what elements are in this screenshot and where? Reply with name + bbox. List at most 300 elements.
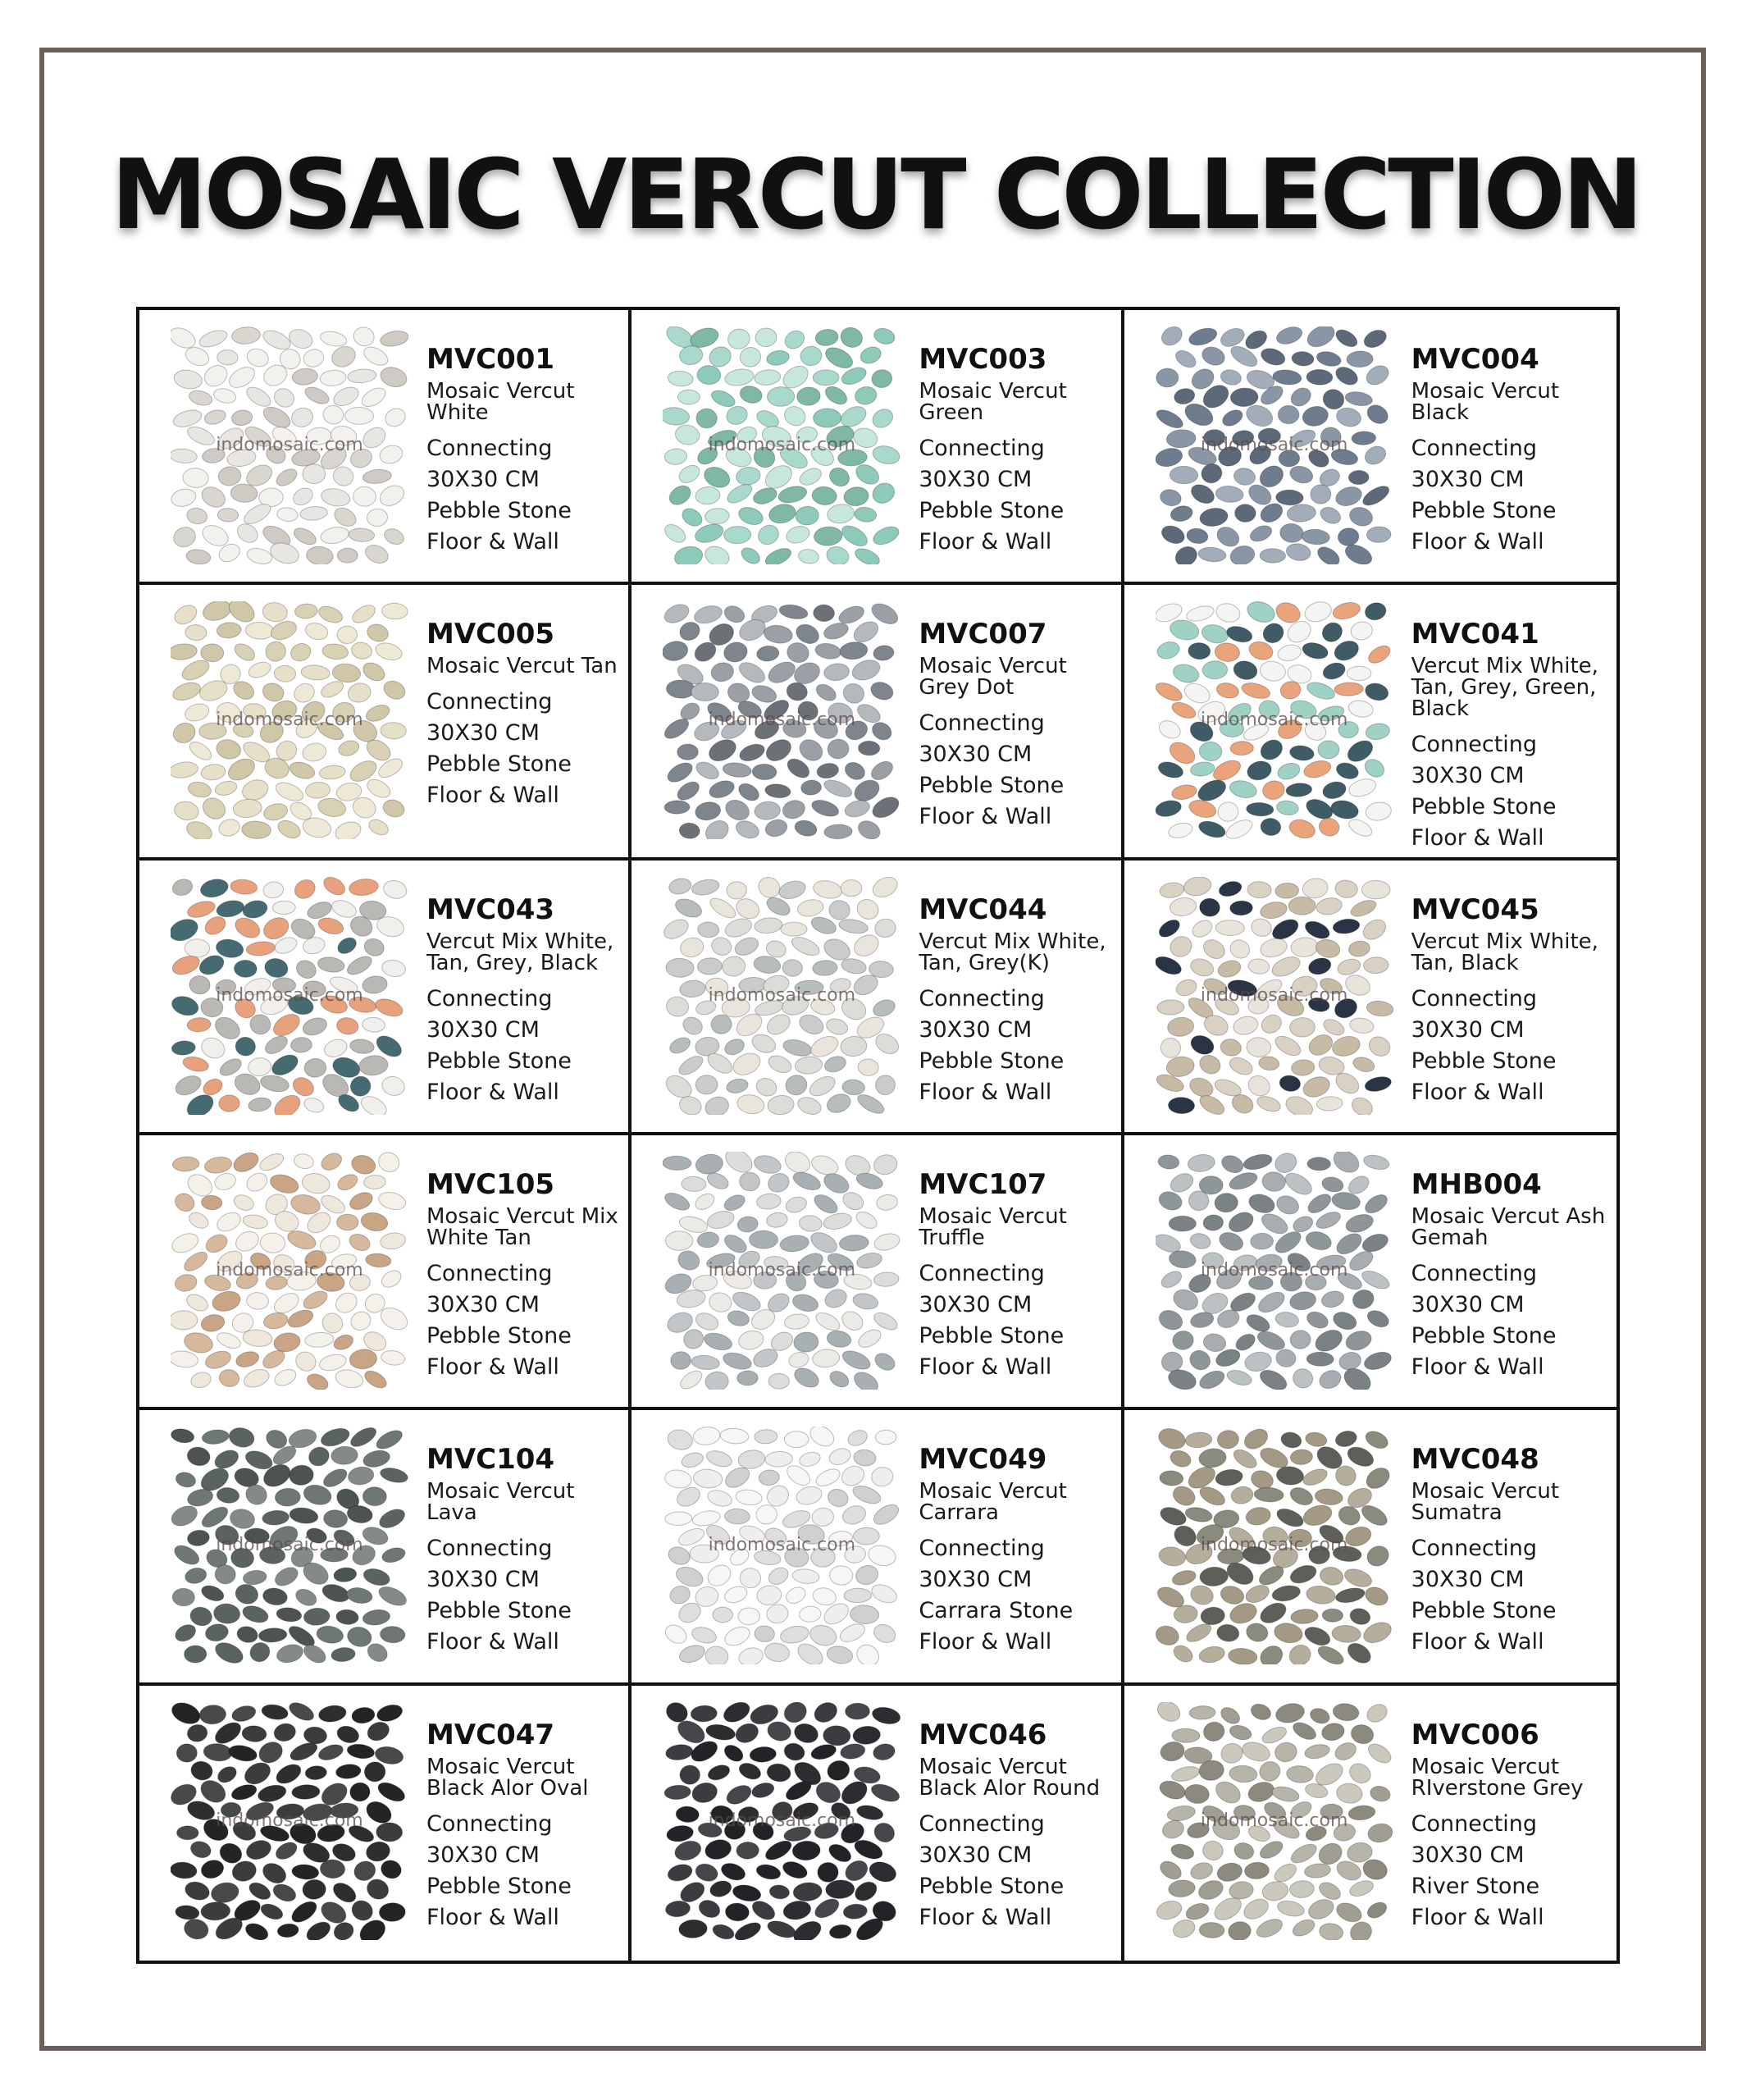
pebble-stone: [231, 1192, 256, 1213]
pebble-stone: [1170, 783, 1197, 802]
pebble-stone: [693, 1468, 723, 1489]
pebble-stone: [212, 1639, 246, 1664]
pebble-stone: [1159, 523, 1187, 546]
product-card[interactable]: [139, 1135, 632, 1410]
pebble-stone: [1316, 1367, 1343, 1390]
pebble-stone: [781, 1858, 809, 1881]
pebble-stone: [726, 1077, 750, 1095]
pebble-stone: [1169, 896, 1197, 917]
pebble-stone: [1366, 1033, 1393, 1060]
pebble-stone: [722, 1350, 754, 1372]
watermark: indomosaic.com: [1200, 1810, 1348, 1831]
product-card[interactable]: [1124, 1410, 1616, 1685]
pebble-stone: [872, 1153, 899, 1177]
pebble-stone: [1286, 504, 1316, 523]
pebble-stone: [248, 1096, 272, 1112]
product-card[interactable]: [139, 1410, 632, 1685]
pebble-stone: [827, 738, 850, 760]
pebble-stone: [705, 1561, 735, 1591]
pebble-stone: [1219, 1741, 1244, 1765]
product-usage: Floor & Wall: [919, 1904, 1052, 1930]
pebble-stone: [791, 1169, 823, 1194]
pebble-stone: [257, 1783, 288, 1805]
pebble-stone: [214, 1209, 244, 1235]
pebble-stone: [814, 641, 842, 660]
pebble-stone: [1301, 1502, 1334, 1529]
pebble-stone: [666, 1231, 693, 1251]
pebble-stone: [346, 681, 373, 705]
pebble-stone: [321, 1036, 349, 1060]
pebble-stone: [1346, 1760, 1374, 1787]
pebble-stone: [1227, 936, 1253, 961]
pebble-stone: [1330, 1309, 1358, 1333]
pebble-stone: [1315, 896, 1343, 916]
pebble-stone: [348, 1427, 379, 1450]
pebble-stone: [318, 1152, 344, 1173]
pebble-stone: [1350, 1287, 1376, 1312]
pebble-stone: [1318, 741, 1339, 759]
pebble-stone: [240, 1603, 270, 1625]
pebble-stone: [796, 897, 825, 918]
pebble-stone: [663, 1622, 690, 1647]
pebble-stone: [781, 798, 808, 822]
pebble-stone: [798, 1450, 822, 1468]
product-name: Mosaic Vercut Mix White Tan: [426, 1204, 618, 1250]
pebble-stone: [303, 384, 331, 407]
pebble-stone: [798, 548, 820, 564]
pebble-stone: [738, 1567, 762, 1590]
product-card[interactable]: [1124, 585, 1616, 860]
pebble-stone: [1197, 1367, 1227, 1390]
pebble-stone: [823, 663, 850, 682]
product-material: Pebble Stone: [1411, 498, 1557, 523]
product-material: Pebble Stone: [426, 1873, 572, 1899]
pebble-stone: [367, 508, 389, 527]
pebble-stone: [723, 797, 753, 824]
pebble-stone: [1316, 1095, 1343, 1111]
pebble-stone: [668, 877, 692, 896]
pebble-stone: [1334, 405, 1363, 429]
product-info: [426, 618, 623, 811]
product-usage: Floor & Wall: [1411, 529, 1544, 555]
pebble-stone: [814, 526, 843, 546]
pebble-stone: [291, 877, 318, 902]
pebble-stone: [721, 1702, 753, 1726]
pebble-stone: [1314, 1488, 1343, 1507]
pebble-stone: [230, 1703, 258, 1723]
pebble-stone: [784, 1073, 809, 1098]
pebble-stone: [303, 1095, 326, 1114]
pebble-stone: [738, 1171, 761, 1192]
pebble-stone: [842, 1079, 866, 1095]
pebble-stone: [1228, 778, 1258, 801]
pebble-stone: [258, 1901, 285, 1922]
pebble-stone: [1225, 1208, 1256, 1235]
product-card[interactable]: [1124, 1135, 1616, 1410]
product-name: Mosaic Vercut Tan: [426, 654, 618, 679]
pebble-stone: [695, 1153, 724, 1176]
pebble-stone: [1258, 1011, 1284, 1037]
pebble-stone: [1258, 660, 1287, 683]
product-code: MVC005: [426, 618, 555, 651]
pebble-stone: [828, 1446, 853, 1468]
pebble-stone: [725, 1509, 750, 1524]
pebble-stone: [215, 898, 245, 920]
product-connecting: Connecting: [919, 710, 1045, 737]
pebble-stone: [739, 545, 763, 564]
pebble-stone: [799, 1605, 822, 1623]
pebble-stone: [706, 1762, 732, 1783]
pebble-stone: [1365, 1899, 1389, 1920]
pebble-stone: [1216, 1229, 1245, 1253]
pebble-stone: [1215, 920, 1245, 935]
pebble-stone: [232, 798, 262, 819]
pebble-stone: [363, 541, 391, 564]
pebble-stone: [362, 1448, 392, 1469]
pebble-stone: [244, 1170, 271, 1195]
pebble-stone: [1334, 1899, 1364, 1925]
pebble-stone: [1320, 1176, 1344, 1194]
product-code: MVC003: [919, 343, 1047, 376]
product-material: Pebble Stone: [919, 1873, 1065, 1899]
pebble-stone: [855, 818, 883, 840]
product-size: 30X30 CM: [426, 1016, 540, 1043]
watermark: indomosaic.com: [1200, 1535, 1348, 1556]
pebble-stone: [872, 1071, 899, 1098]
pebble-stone: [1347, 504, 1375, 529]
pebble-stone: [723, 1192, 748, 1213]
pebble-stone: [378, 364, 408, 390]
pebble-stone: [290, 485, 316, 509]
pebble-stone: [755, 1504, 778, 1526]
pebble-stone: [859, 344, 884, 366]
pebble-stone: [784, 1584, 809, 1606]
pebble-stone: [1362, 1153, 1390, 1171]
pebble-stone: [1227, 1170, 1259, 1193]
pebble-stone: [694, 1861, 720, 1884]
pebble-stone: [171, 1310, 198, 1330]
pebble-stone: [186, 1209, 211, 1231]
pebble-stone: [841, 879, 863, 896]
pebble-stone: [1364, 801, 1392, 822]
pebble-stone: [376, 482, 408, 509]
pebble-stone: [243, 1920, 270, 1940]
pebble-stone: [707, 778, 736, 801]
pebble-stone: [335, 1763, 362, 1779]
pebble-stone: [275, 817, 303, 839]
pebble-stone: [349, 527, 375, 542]
pebble-stone: [703, 1093, 732, 1115]
pebble-stone: [785, 523, 812, 546]
pebble-stone: [663, 1189, 692, 1213]
pebble-stone: [201, 1195, 222, 1211]
pebble-stone: [677, 1367, 705, 1390]
watermark: indomosaic.com: [708, 435, 856, 455]
pebble-stone: [364, 776, 393, 801]
pebble-stone: [677, 1642, 708, 1664]
pebble-stone: [171, 760, 199, 780]
pebble-stone: [755, 1862, 782, 1881]
pebble-stone: [735, 465, 762, 486]
pebble-stone: [1170, 466, 1198, 484]
pebble-stone: [1215, 1860, 1244, 1883]
pebble-stone: [876, 1193, 900, 1212]
pebble-stone: [234, 1582, 261, 1607]
pebble-stone: [814, 1309, 843, 1334]
pebble-stone: [1258, 1056, 1279, 1071]
pebble-stone: [1229, 742, 1253, 756]
pebble-stone: [824, 1016, 850, 1037]
pebble-stone: [1303, 1742, 1330, 1760]
product-name: Mosaic Vercut Truffle: [919, 1204, 1067, 1250]
product-connecting: Connecting: [919, 436, 1045, 461]
product-material: Pebble Stone: [919, 1048, 1065, 1074]
pebble-stone: [1301, 1466, 1329, 1488]
pebble-stone: [299, 505, 328, 521]
pebble-stone: [814, 1466, 842, 1490]
pebble-stone: [1218, 1704, 1243, 1727]
pebble-stone: [830, 1566, 854, 1586]
pebble-stone: [691, 1780, 720, 1806]
pebble-stone: [736, 504, 765, 528]
pebble-stone: [1332, 1702, 1360, 1722]
watermark: indomosaic.com: [1200, 710, 1348, 731]
pebble-stone: [1329, 1033, 1361, 1058]
pebble-stone: [382, 526, 407, 547]
pebble-stone: [1363, 681, 1390, 703]
pebble-stone: [664, 801, 690, 815]
pebble-stone: [376, 1506, 408, 1532]
pebble-stone: [703, 1331, 735, 1353]
pebble-stone: [1183, 1783, 1210, 1804]
pebble-stone: [362, 1566, 391, 1588]
pebble-stone: [1329, 1152, 1362, 1177]
pebble-stone: [258, 1152, 286, 1174]
pebble-stone: [1202, 1719, 1226, 1742]
pebble-stone: [1171, 662, 1201, 686]
pebble-stone: [1258, 935, 1288, 959]
pebble-stone: [232, 914, 263, 942]
pebble-stone: [1363, 956, 1388, 974]
pebble-stone: [262, 801, 289, 823]
product-card[interactable]: [632, 1135, 1124, 1410]
product-card[interactable]: [632, 310, 1124, 585]
pebble-stone: [695, 408, 718, 429]
product-info: [1411, 1443, 1608, 1658]
pebble-stone: [841, 680, 868, 706]
product-material: Pebble Stone: [426, 1323, 572, 1349]
pebble-stone: [791, 1364, 822, 1390]
pebble-stone: [1290, 1719, 1318, 1742]
product-size: 30X30 CM: [426, 1567, 540, 1593]
pebble-stone: [189, 1370, 213, 1390]
pebble-stone: [811, 1507, 835, 1527]
product-card[interactable]: [1124, 861, 1616, 1135]
pebble-stone: [246, 660, 272, 681]
product-card[interactable]: [139, 861, 632, 1135]
pebble-stone: [363, 468, 393, 485]
pebble-stone: [268, 1171, 301, 1196]
pebble-stone: [732, 1919, 764, 1939]
pebble-stone: [319, 765, 346, 781]
pebble-stone: [216, 1487, 239, 1504]
pebble-stone: [317, 956, 345, 974]
pebble-stone: [271, 385, 297, 410]
pebble-stone: [792, 1721, 820, 1746]
pebble-stone: [706, 1488, 734, 1509]
pebble-stone: [841, 1503, 869, 1527]
pebble-stone: [1274, 1348, 1297, 1368]
pebble-stone: [1200, 1838, 1224, 1862]
pebble-stone: [272, 900, 296, 914]
pebble-stone: [842, 760, 868, 783]
pebble-stone: [737, 1449, 766, 1471]
watermark: indomosaic.com: [216, 1810, 363, 1831]
pebble-stone: [852, 1878, 881, 1904]
pebble-stone: [1255, 1093, 1282, 1114]
pebble-stone: [812, 1895, 842, 1921]
pebble-stone: [1261, 1171, 1286, 1193]
product-name: Mosaic Vercut Black Alor Round: [919, 1754, 1101, 1801]
pebble-stone: [1342, 1566, 1374, 1591]
pebble-stone: [679, 935, 706, 959]
pebble-stone: [1275, 490, 1303, 506]
pebble-stone: [1219, 368, 1242, 387]
pebble-stone: [1197, 1447, 1227, 1468]
pebble-stone: [1173, 347, 1199, 371]
pebble-stone: [680, 1765, 700, 1784]
product-card[interactable]: [139, 1686, 632, 1961]
product-card[interactable]: [632, 1410, 1124, 1685]
pebble-stone: [1188, 642, 1211, 660]
pebble-stone: [301, 1288, 331, 1312]
pebble-stone: [212, 1171, 238, 1193]
pebble-stone: [1233, 467, 1256, 486]
pebble-stone: [1362, 1584, 1390, 1609]
pebble-stone: [790, 934, 823, 959]
pebble-stone: [1273, 1740, 1298, 1763]
pebble-stone: [828, 899, 850, 920]
pebble-stone: [768, 1373, 790, 1389]
pebble-stone: [1337, 527, 1360, 546]
pebble-stone: [724, 1782, 755, 1808]
product-usage: Floor & Wall: [919, 1079, 1052, 1105]
pebble-stone: [1349, 620, 1374, 642]
pebble-stone: [765, 1171, 792, 1195]
pebble-stone: [305, 1371, 331, 1390]
pebble-stone: [362, 936, 386, 959]
pebble-stone: [273, 466, 299, 490]
pebble-stone: [724, 367, 755, 387]
pebble-stone: [1305, 679, 1337, 702]
pebble-stone: [677, 1052, 706, 1078]
product-card[interactable]: [632, 861, 1124, 1135]
pebble-stone: [230, 409, 253, 427]
pebble-stone: [1346, 816, 1374, 839]
pebble-stone: [1187, 326, 1219, 349]
watermark: indomosaic.com: [1200, 984, 1348, 1006]
pebble-stone: [1158, 487, 1183, 508]
pebble-stone: [666, 482, 694, 508]
pebble-stone: [362, 1367, 389, 1390]
pebble-stone: [1214, 1193, 1238, 1213]
pebble-stone: [732, 1883, 763, 1903]
pebble-stone: [791, 1917, 825, 1940]
pebble-stone: [321, 404, 344, 426]
pebble-stone: [273, 1838, 300, 1862]
pebble-stone: [1279, 1431, 1303, 1450]
pebble-stone: [750, 1746, 777, 1763]
product-material: Pebble Stone: [919, 498, 1065, 523]
pebble-stone: [851, 1368, 882, 1390]
product-card[interactable]: [1124, 1686, 1616, 1961]
pebble-stone: [1275, 800, 1299, 816]
pebble-stone: [705, 508, 730, 525]
pebble-stone: [1214, 1468, 1243, 1487]
product-card[interactable]: [139, 310, 632, 585]
pebble-stone: [1245, 759, 1273, 783]
pebble-stone: [763, 623, 794, 645]
pebble-stone: [793, 1331, 819, 1354]
pebble-stone: [1219, 1037, 1243, 1057]
product-name: Mosaic Vercut White: [426, 379, 575, 425]
product-card[interactable]: [1124, 310, 1616, 585]
pebble-stone: [777, 878, 809, 902]
pebble-stone: [1303, 326, 1338, 351]
pebble-stone: [317, 604, 345, 627]
pebble-stone: [1156, 1307, 1185, 1333]
pebble-stone: [764, 545, 794, 564]
watermark: indomosaic.com: [708, 1535, 856, 1556]
pebble-stone: [345, 1586, 373, 1606]
pebble-stone: [846, 1427, 869, 1449]
pebble-stone: [300, 664, 330, 682]
product-card[interactable]: [632, 585, 1124, 860]
product-usage: Floor & Wall: [1411, 1079, 1544, 1105]
pebble-stone: [1200, 623, 1230, 646]
pebble-stone: [262, 1509, 290, 1526]
pebble-stone: [854, 1208, 880, 1231]
product-card[interactable]: [632, 1686, 1124, 1961]
product-size: 30X30 CM: [1411, 1016, 1525, 1043]
pebble-stone: [1243, 1312, 1271, 1335]
pebble-stone: [711, 1922, 736, 1940]
pebble-stone: [306, 1444, 332, 1469]
pebble-stone: [293, 1586, 319, 1609]
pebble-stone: [678, 390, 700, 404]
pebble-stone: [1198, 897, 1220, 918]
pebble-stone: [1157, 1504, 1188, 1529]
pebble-stone: [350, 641, 373, 660]
pebble-stone: [736, 780, 762, 804]
pebble-stone: [1199, 344, 1227, 368]
product-card[interactable]: [139, 585, 632, 860]
product-material: Pebble Stone: [1411, 1598, 1557, 1624]
pebble-stone: [1217, 879, 1243, 898]
pebble-stone: [187, 780, 212, 799]
pebble-stone: [1256, 1642, 1286, 1664]
pebble-stone: [272, 1367, 299, 1389]
pebble-stone: [754, 1075, 779, 1099]
pebble-stone: [172, 1588, 195, 1606]
pebble-stone: [347, 1465, 375, 1486]
pebble-stone: [1329, 798, 1360, 821]
pebble-stone: [217, 508, 239, 522]
pebble-stone: [766, 1564, 791, 1588]
product-material: Pebble Stone: [426, 751, 572, 778]
pebble-stone: [1244, 1622, 1270, 1644]
pebble-stone: [272, 1564, 301, 1590]
